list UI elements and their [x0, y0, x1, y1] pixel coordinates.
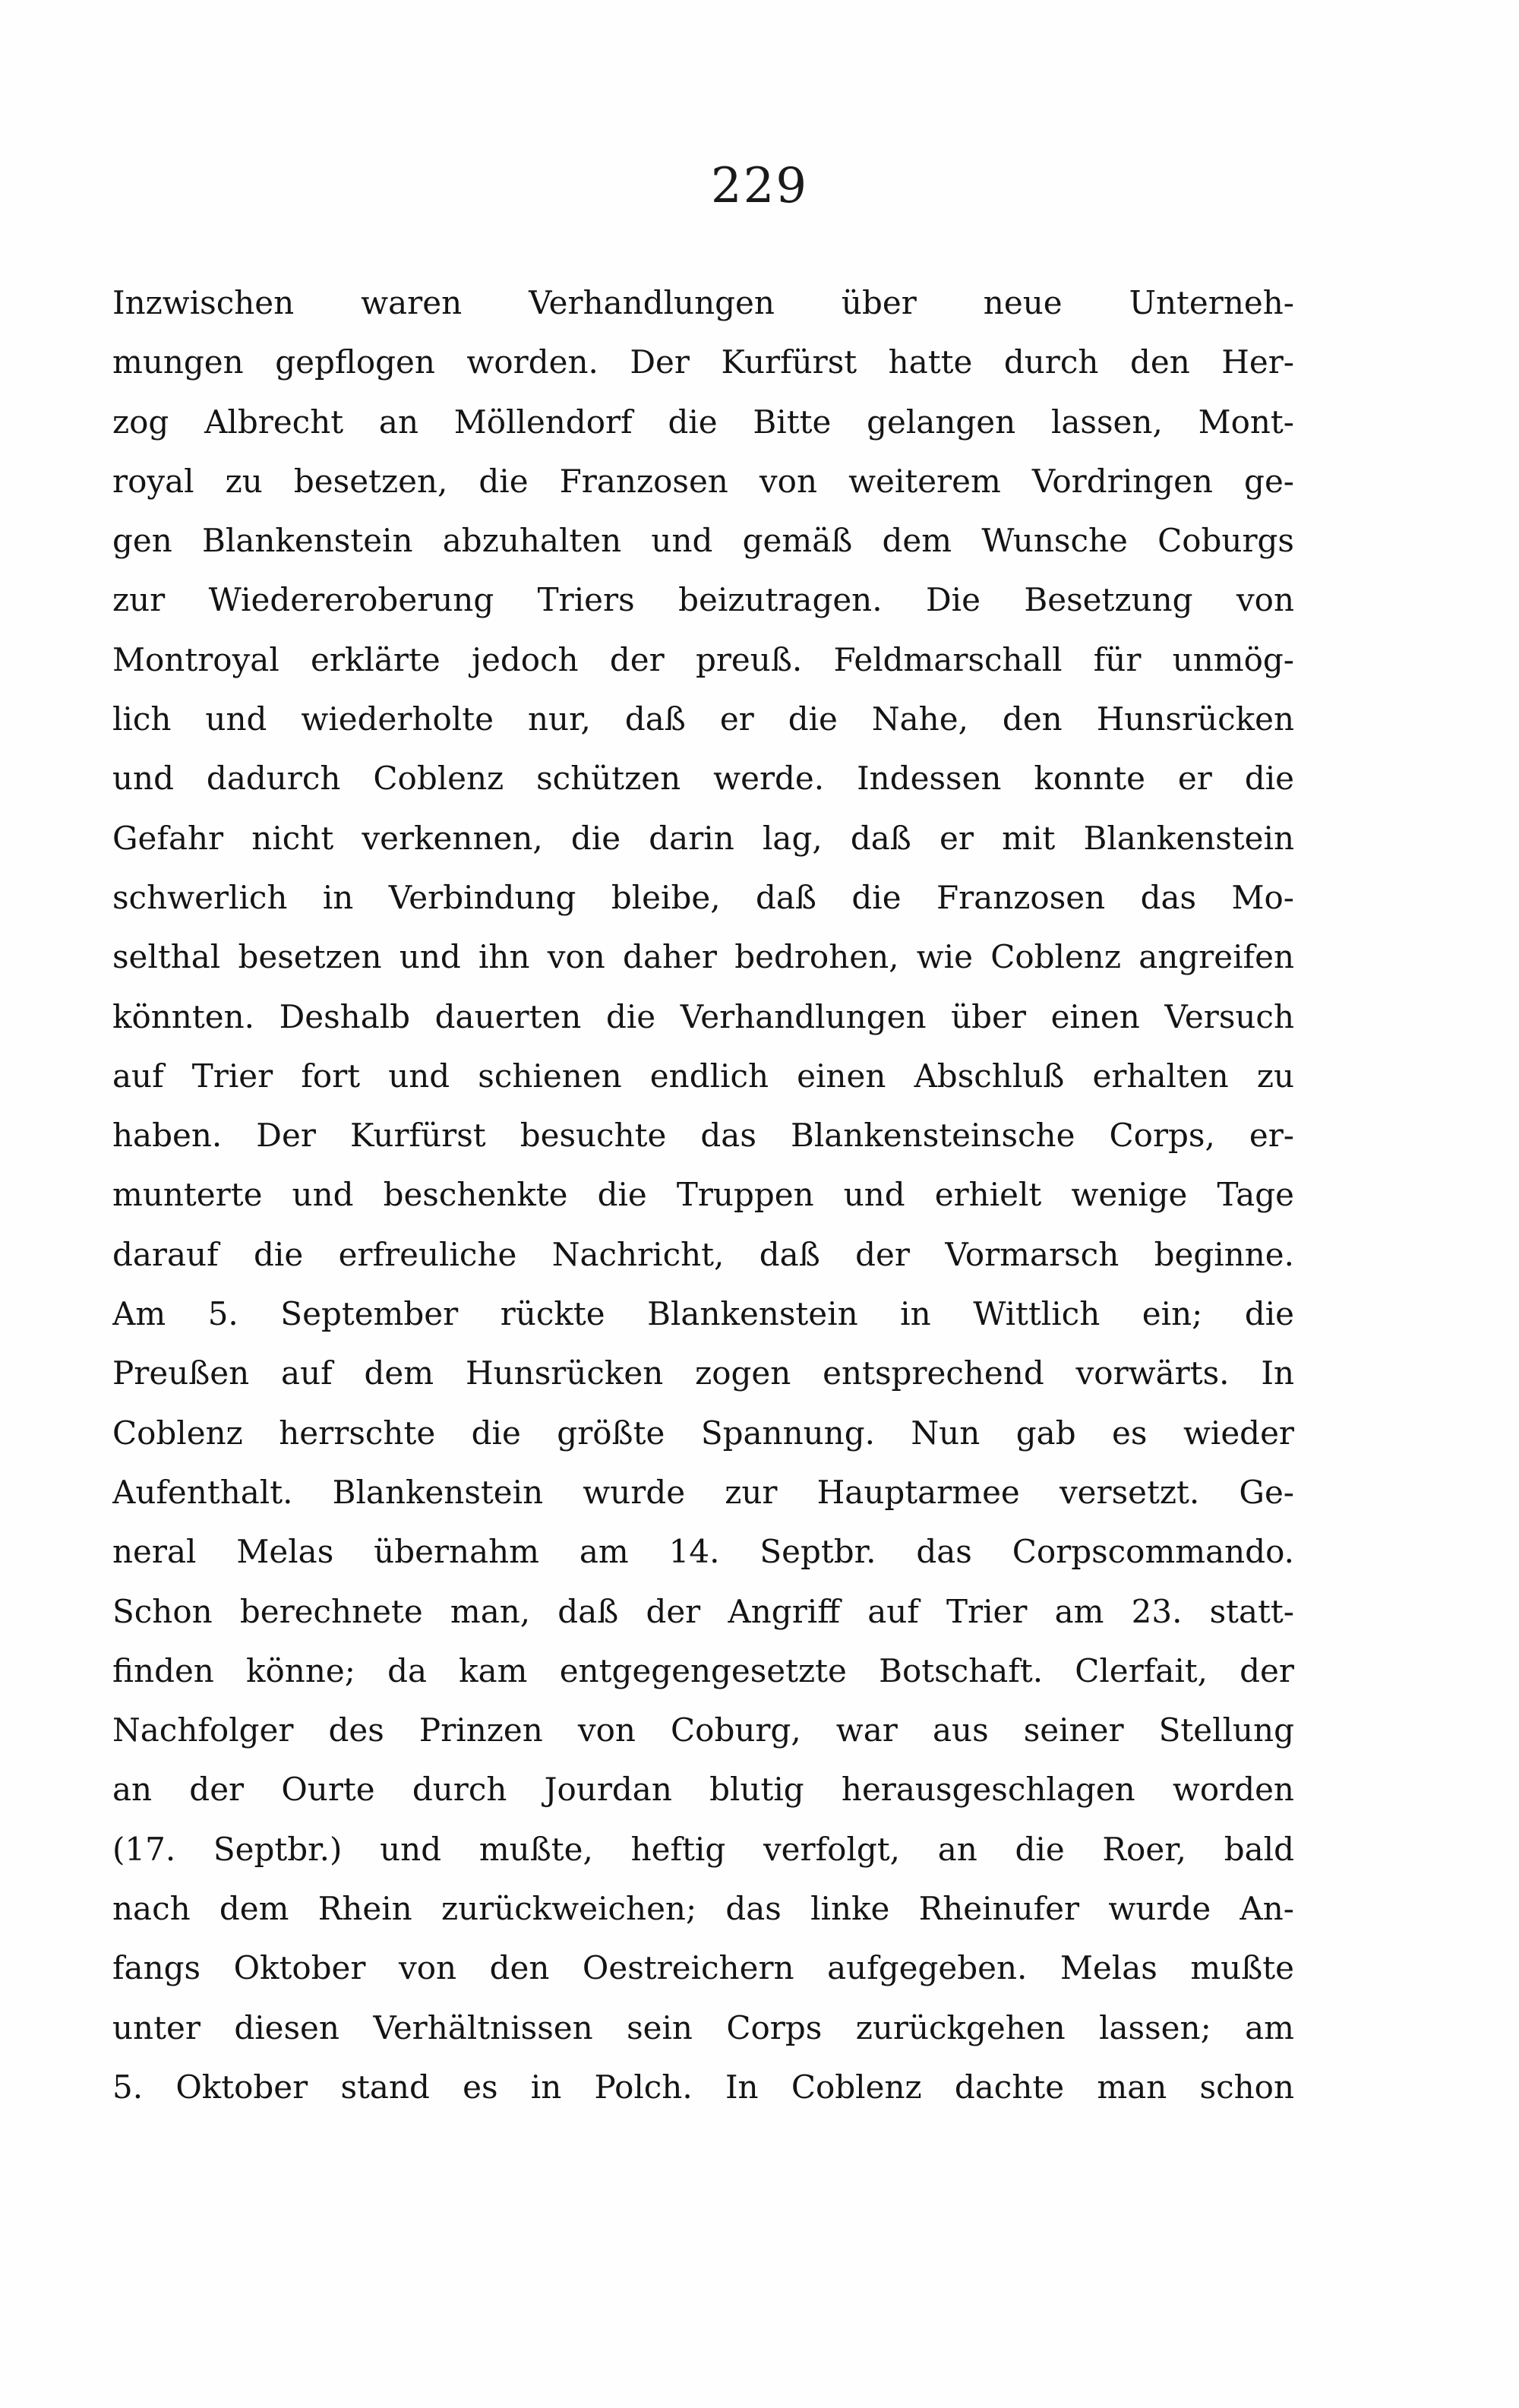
- text-line: unter diesen Verhältnissen sein Corps zurückgehen lassen; am: [112, 2008, 1294, 2046]
- text-line: Montroyal erklärte jedoch der preuß. Feldmarschall für unmög-: [112, 640, 1294, 678]
- text-line: auf Trier fort und schienen endlich einen Abschluß erhalten zu: [112, 1057, 1294, 1095]
- text-line: nach dem Rhein zurückweichen; das linke Rheinufer wurde An-: [112, 1890, 1294, 1928]
- text-line: munterte und beschenkte die Truppen und erhielt wenige Tage: [112, 1176, 1294, 1214]
- text-line: fangs Oktober von den Oestreichern aufgegeben. Melas mußte: [112, 1949, 1294, 1987]
- text-line: neral Melas übernahm am 14. Septbr. das Corpscommando.: [112, 1533, 1294, 1571]
- text-line: selthal besetzen und ihn von daher bedrohen, wie Coblenz angreifen: [112, 938, 1294, 976]
- page-number: 229: [710, 158, 809, 214]
- text-line: zur Wiedereroberung Triers beizutragen. Die Besetzung von: [112, 581, 1294, 619]
- text-line: könnten. Deshalb dauerten die Verhandlungen über einen Versuch: [112, 997, 1294, 1035]
- text-line: und dadurch Coblenz schützen werde. Indessen konnte er die: [112, 760, 1294, 798]
- text-line: royal zu besetzen, die Franzosen von weiterem Vordringen ge-: [112, 462, 1294, 500]
- text-line: Coblenz herrschte die größte Spannung. Nun gab es wieder: [112, 1414, 1294, 1452]
- body-text: [112, 273, 1294, 2117]
- text-line: Schon berechnete man, daß der Angriff auf Trier am 23. statt-: [112, 1592, 1294, 1630]
- text-line: lich und wiederholte nur, daß er die Nahe, den Hunsrücken: [112, 700, 1294, 738]
- text-line: Aufenthalt. Blankenstein wurde zur Hauptarmee versetzt. Ge-: [112, 1473, 1294, 1511]
- text-line: Inzwischen waren Verhandlungen über neue Unterneh-: [112, 284, 1294, 321]
- text-line: Preußen auf dem Hunsrücken zogen entsprechend vorwärts. In: [112, 1354, 1294, 1392]
- text-line: finden könne; da kam entgegengesetzte Botschaft. Clerfait, der: [112, 1651, 1294, 1689]
- text-line: haben. Der Kurfürst besuchte das Blankensteinsche Corps, er-: [112, 1117, 1294, 1155]
- text-line: an der Ourte durch Jourdan blutig herausgeschlagen worden: [112, 1771, 1294, 1809]
- text-line: (17. Septbr.) und mußte, heftig verfolgt, an die Roer, bald: [112, 1830, 1294, 1868]
- text-line: zog Albrecht an Möllendorf die Bitte gelangen lassen, Mont-: [112, 403, 1294, 441]
- text-line: schwerlich in Verbindung bleibe, daß die Franzosen das Mo-: [112, 878, 1294, 916]
- text-line: Am 5. September rückte Blankenstein in Wittlich ein; die: [112, 1295, 1294, 1333]
- text-line: mungen gepflogen worden. Der Kurfürst hatte durch den Her-: [112, 343, 1294, 381]
- text-line: Gefahr nicht verkennen, die darin lag, daß er mit Blankenstein: [112, 819, 1294, 857]
- text-line: darauf die erfreuliche Nachricht, daß der Vormarsch beginne.: [112, 1235, 1294, 1273]
- text-line: Nachfolger des Prinzen von Coburg, war aus seiner Stellung: [112, 1711, 1294, 1749]
- text-line: gen Blankenstein abzuhalten und gemäß dem Wunsche Coburgs: [112, 522, 1294, 560]
- text-line: 5. Oktober stand es in Polch. In Coblenz dachte man schon: [112, 2068, 1294, 2106]
